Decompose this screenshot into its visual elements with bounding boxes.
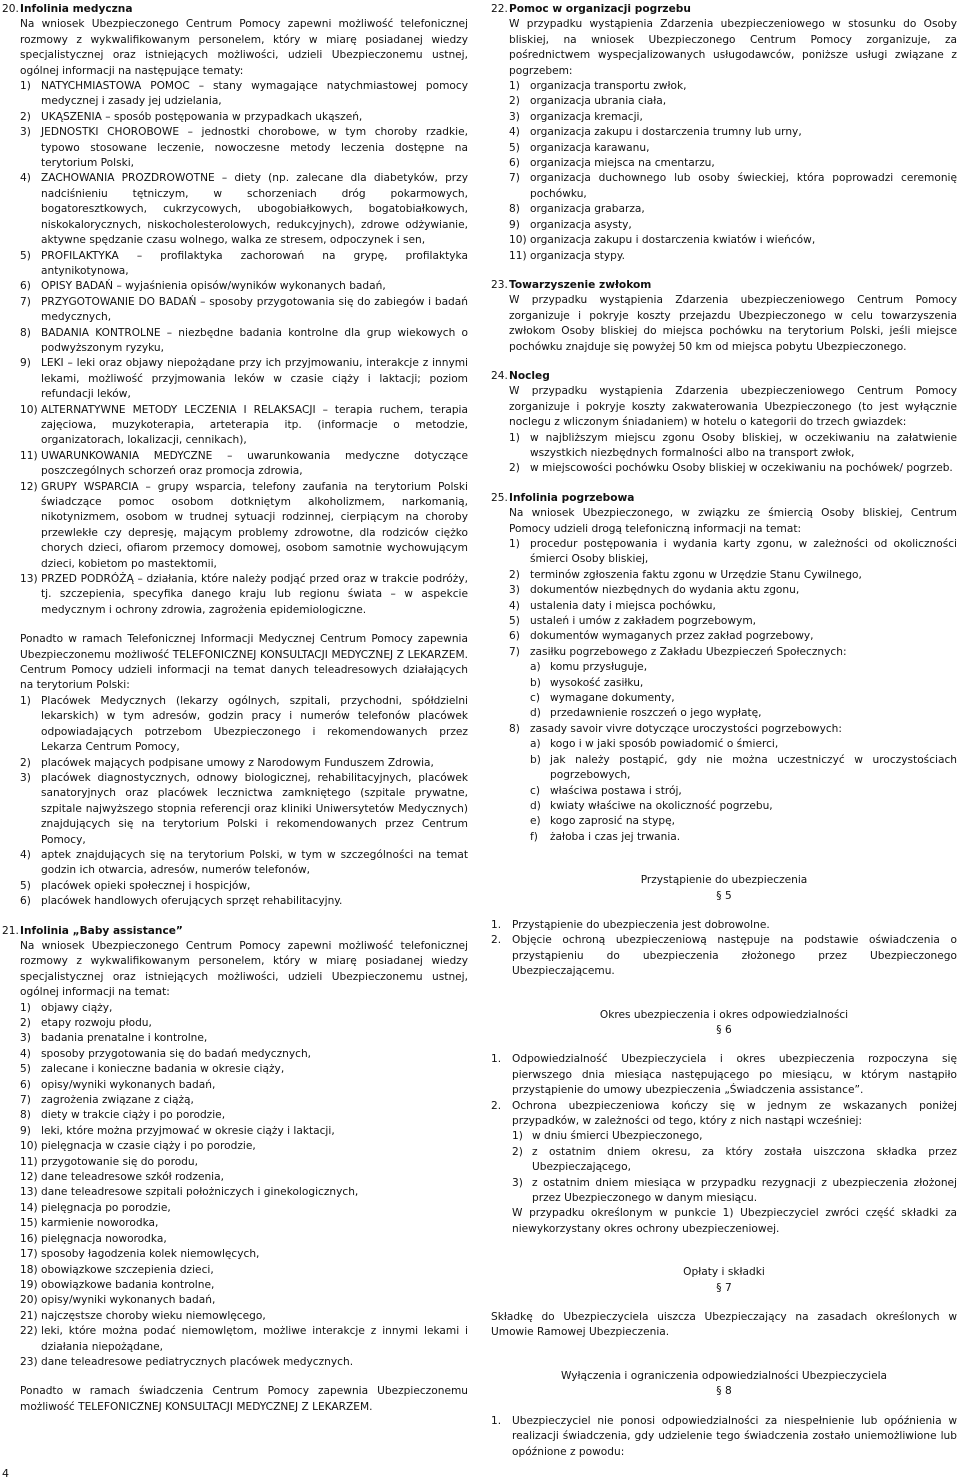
section-title: Infolinia „Baby assistance” <box>20 924 183 937</box>
list-item-number: 10) <box>509 234 527 247</box>
list-item-text: placówek opieki społecznej i hospicjów, <box>41 879 251 892</box>
list-item-text: z ostatnim dniem okresu, za który została uiszczona składka przez Ubezpieczającego, <box>532 1145 957 1174</box>
list-item-number: 11) <box>20 1155 38 1168</box>
list-item-text: JEDNOSTKI CHOROBOWE – jednostki chorobowe, w tym choroby rzadkie, typowo stosowane leczenie, nowoczesne metody leczenia dostępne na terytorium Polski, <box>41 126 468 170</box>
list-item-text: dane teleadresowe pediatrycznych placówek medycznych. <box>41 1355 354 1368</box>
list-item-text: procedur postępowania i wydania karty zgonu, w zależności od okoliczności śmierci Osoby bliskiej, <box>530 538 957 566</box>
list-item-number: 14) <box>20 1201 38 1214</box>
list-item-text: obowiązkowe szczepienia dzieci, <box>41 1263 214 1276</box>
list-item <box>20 1324 468 1355</box>
list-item-text: BADANIA KONTROLNE – niezbędne badania kontrolne dla grup wiekowych o podwyższonym ryzyku, <box>41 326 468 354</box>
clause-list <box>491 1414 957 1460</box>
list-item-number: c) <box>530 692 540 705</box>
list-item-number: 1) <box>20 694 31 707</box>
list-item <box>509 156 957 171</box>
paragraph-heading: Przystąpienie do ubezpieczenia <box>640 874 808 887</box>
service-list <box>509 79 957 264</box>
list-item-text: z ostatnim dniem miesiąca w przypadku rezygnacji z ubezpieczenia złożonej przez Ubezpieczonego w danym miesiącu. <box>532 1176 957 1205</box>
list-item <box>530 753 957 784</box>
list-item-text: dokumentów niezbędnych do wydania aktu zgonu, <box>530 584 800 597</box>
list-item-number: 1) <box>509 80 520 93</box>
list-item-number: 1) <box>20 1001 31 1014</box>
list-item-text: organizacja zakupu i dostarczenia kwiatów i wieńców, <box>530 234 816 247</box>
paragraph-sign: § 7 <box>716 1281 732 1294</box>
list-item <box>20 1062 468 1077</box>
list-item-text: Ochrona ubezpieczeniowa kończy się w jednym ze wskazanych poniżej przypadków, w zależności od tego, który z nich nastąpi wcześniej: <box>512 1099 957 1127</box>
list-item-text: zasiłku pogrzebowego z Zakładu Ubezpieczeń Społecznych: <box>530 645 847 658</box>
section-intro: W przypadku wystąpienia Zdarzenia ubezpieczeniowego w stosunku do Osoby bliskiej, na wniosek Ubezpieczonego Centrum Pomocy zorganizuje, za pośrednictwem wyspecjalizowanych usługodawców, poniższe usługi związane z pogrzebem: <box>509 18 957 77</box>
list-item-number: e) <box>530 815 541 828</box>
list-item-text: ALTERNATYWNE METODY LECZENIA I RELAKSACJI – terapia ruchem, terapia zajęciowa, muzykoterapia, arteterapia itp. (informacje o metodzie, organizatorach, lokalizacji, cennikach), <box>41 403 468 447</box>
list-item-text: przedawnienie roszczeń o jego wypłatę, <box>550 707 762 720</box>
list-item <box>509 614 957 629</box>
list-item-number: 9) <box>509 218 520 231</box>
list-item <box>509 233 957 248</box>
list-item-number: 7) <box>20 1094 31 1107</box>
list-item-number: 5) <box>509 615 520 628</box>
list-item-text: LEKI – leki oraz objawy niepożądane przy ich przyjmowaniu, interakcje z innymi lekami, możliwość przyjmowania leków w czasie ciąży i laktacji; poziom refundacji leków, <box>41 357 468 401</box>
list-item-text: dokumentów wymaganych przez zakład pogrzebowy, <box>530 630 814 643</box>
list-item-number: 3) <box>20 771 31 784</box>
list-item-number: f) <box>530 830 538 843</box>
list-item <box>20 572 468 618</box>
list-item-number: 11) <box>509 249 527 262</box>
list-item-number: 10) <box>20 1140 38 1153</box>
right-column <box>491 2 957 1460</box>
list-item <box>20 1155 468 1170</box>
list-item <box>509 599 957 614</box>
list-item-text: dane teleadresowe szpitali położniczych i ginekologicznych, <box>41 1186 359 1199</box>
list-item <box>512 1145 957 1176</box>
topic-list <box>20 1001 468 1371</box>
list-item <box>20 403 468 449</box>
list-item-text: PRZYGOTOWANIE DO BADAŃ – sposoby przygotowania się do zabiegów i badań medycznych, <box>41 295 468 324</box>
list-item-text: organizacja transportu zwłok, <box>530 80 687 93</box>
list-item <box>509 431 957 462</box>
section-title: Nocleg <box>509 369 550 382</box>
facility-list <box>20 694 468 910</box>
list-item-text: zalecane i konieczne badania w okresie ciąży, <box>41 1063 285 1076</box>
list-item-text: badania prenatalne i kontrolne, <box>41 1032 208 1045</box>
list-item-text: organizacja kremacji, <box>530 110 643 123</box>
list-item-text: terminów zgłoszenia faktu zgonu w Urzędzie Stanu Cywilnego, <box>530 568 862 581</box>
list-item-number: 2) <box>509 462 520 475</box>
list-item <box>20 1108 468 1123</box>
list-item <box>20 1016 468 1031</box>
list-item <box>20 110 468 125</box>
section-title: Infolinia medyczna <box>20 3 133 15</box>
list-item <box>509 110 957 125</box>
list-item-number: 2) <box>512 1145 523 1158</box>
list-item-number: 6) <box>20 1078 31 1091</box>
list-item <box>20 1093 468 1108</box>
list-item-number: 21) <box>20 1309 38 1322</box>
section-number: 24. <box>491 369 508 382</box>
section-intro: Na wniosek Ubezpieczonego, w związku ze śmiercią Osoby bliskiej, Centrum Pomocy udzieli drogą telefoniczną informacji na temat: <box>509 507 957 535</box>
list-item-text: pielęgnacja po porodzie, <box>41 1201 171 1214</box>
list-item <box>530 814 957 829</box>
left-column <box>2 2 468 1415</box>
list-item-text: organizacja zakupu i dostarczenia trumny lub urny, <box>530 126 802 139</box>
list-item-number: b) <box>530 676 541 689</box>
list-item-number: 5) <box>20 249 31 262</box>
list-item-number: a) <box>530 738 541 751</box>
paragraph-text: Składkę do Ubezpieczyciela uiszcza Ubezpieczający na zasadach określonych w Umowie Ramowej Ubezpieczenia. <box>491 1311 957 1339</box>
list-item <box>509 79 957 94</box>
list-item-text: PROFILAKTYKA – profilaktyka zachorowań na grypę, profilaktyka antynikotynowa, <box>41 249 468 277</box>
section-title: Pomoc w organizacji pogrzebu <box>509 3 691 15</box>
list-item <box>491 933 957 979</box>
list-item-number: 8) <box>509 722 520 735</box>
section-number: 22. <box>491 3 508 15</box>
list-item-text: ustalenia daty i miejsca pochówku, <box>530 599 716 612</box>
list-item-text: Ubezpieczyciel nie ponosi odpowiedzialności za niespełnienie lub opóźnienia w realizacji świadczenia, gdy udzielenie tego świadczenia zostało uniemożliwione lub opóźnione z powodu: <box>512 1414 957 1458</box>
list-item <box>512 1176 957 1207</box>
clause-list <box>491 1052 957 1237</box>
paragraph-heading: Wyłączenia i ograniczenia odpowiedzialności Ubezpieczyciela <box>560 1369 888 1382</box>
list-item <box>509 141 957 156</box>
list-item <box>530 660 957 675</box>
list-item <box>491 1052 957 1098</box>
list-item-number: 4) <box>20 1047 31 1060</box>
list-item <box>509 125 957 140</box>
list-item-number: 3) <box>20 1032 31 1045</box>
list-item <box>20 1185 468 1200</box>
list-item-text: organizacja karawanu, <box>530 141 650 154</box>
list-item <box>530 706 957 721</box>
list-item-text: obowiązkowe badania kontrolne, <box>41 1278 215 1291</box>
list-item-number: 2) <box>20 756 31 769</box>
list-item-number: 1. <box>491 918 502 931</box>
section-intro: Na wniosek Ubezpieczonego Centrum Pomocy zapewni możliwość telefonicznej rozmowy z wykwalifikowanym personelem, który w miarę posiadanej wiedzy specjalistycznej oraz istniejących możliwości, udzieli Ubezpieczonemu ustnej, ogólnej informacji na temat: <box>20 939 468 999</box>
list-item-number: 1) <box>20 80 31 93</box>
list-item-number: 23) <box>20 1355 38 1368</box>
list-item-number: 9) <box>20 357 31 370</box>
list-item-number: 8) <box>20 326 31 339</box>
section-number: 23. <box>491 278 508 291</box>
list-item-number: 3) <box>509 584 520 597</box>
list-item <box>20 480 468 572</box>
list-item <box>20 1047 468 1062</box>
list-item-text: Przystąpienie do ubezpieczenia jest dobrowolne. <box>512 918 770 931</box>
list-item-text: organizacja asysty, <box>530 218 632 231</box>
list-item-text: ZACHOWANIA PROZDROWOTNE – diety (np. zalecane dla diabetyków, przy nadciśnieniu tętniczym, w schorzeniach dróg pokarmowych, bogatoresztkowych, cukrzycowych, ubogobiałkowych, bogatobiałkowych, niskokalorycznych, niskocholesterolowych, redukcyjnych), zdrowe odżywianie, aktywne spędzanie czasu wolnego, walka ze stresem, odpoczynek i sen, <box>41 172 468 247</box>
list-item-text: organizacja duchownego lub osoby świeckiej, która poprowadzi ceremonię pochówku, <box>530 172 957 200</box>
list-item-number: 19) <box>20 1278 38 1291</box>
sub-list <box>512 1129 957 1206</box>
list-item <box>20 879 468 894</box>
list-item <box>509 249 957 264</box>
list-item-number: 22) <box>20 1325 38 1338</box>
list-item-text: pielęgnacja noworodka, <box>41 1232 167 1245</box>
list-item-number: 7) <box>20 295 31 308</box>
sub-list <box>530 737 957 845</box>
list-item-text: właściwa postawa i strój, <box>550 784 682 797</box>
list-item-text: ustaleń i umów z zakładem pogrzebowym, <box>530 615 757 628</box>
list-item-number: 11) <box>20 449 38 462</box>
list-item-text: OPISY BADAŃ – wyjaśnienia opisów/wyników wykonanych badań, <box>41 280 386 293</box>
list-item <box>20 1216 468 1231</box>
list-item-text: karmienie noworodka, <box>41 1217 159 1230</box>
list-item-text: UWARUNKOWANIA MEDYCZNE – uwarunkowania medyczne dotyczące poszczególnych schorzeń oraz promocja zdrowia, <box>41 449 468 478</box>
list-item-text: aptek znajdujących się na terytorium Polski, w tym w szczególności na temat godzin ich otwarcia, adresów, numerów telefonów, <box>41 848 468 877</box>
paragraph-heading: Okres ubezpieczenia i okres odpowiedzialności <box>599 1008 849 1021</box>
list-item-number: 2) <box>509 568 520 581</box>
list-item <box>20 279 468 294</box>
list-item-number: 4) <box>20 172 31 185</box>
list-item <box>509 171 957 202</box>
list-item-text: kogo i w jaki sposób powiadomić o śmierci, <box>550 738 779 751</box>
list-item <box>530 784 957 799</box>
list-item-number: 2) <box>20 110 31 123</box>
list-item-text: PRZED PODRÓŻĄ – działania, które należy podjąć przed oraz w trakcie podróży, tj. szczepienia, specyfika danego kraju lub regionu świata – w aspekcie medycznym i ochrony zdrowia, zagrożenia epidemiologiczne. <box>41 573 468 616</box>
list-item <box>20 1293 468 1308</box>
list-item <box>20 1001 468 1016</box>
list-item-number: 5) <box>509 141 520 154</box>
list-item <box>20 848 468 879</box>
list-item-number: 1) <box>509 538 520 550</box>
list-item-text: Placówek Medycznych (lekarzy ogólnych, szpitali, przychodni, spółdzielni lekarskich) w tym adresów, godzin pracy i numerów telefonów placówek odpowiadających potrzebom Ubezpieczonego i rekomendowanych przez Lekarza Centrum Pomocy, <box>41 694 468 754</box>
list-item-number: 4) <box>509 599 520 612</box>
list-item-text: żałoba i czas jej trwania. <box>550 830 681 843</box>
list-item <box>20 1309 468 1324</box>
list-item-text: wymagane dokumenty, <box>550 692 675 705</box>
list-item-text: placówek diagnostycznych, odnowy biologicznej, rehabilitacyjnych, placówek sanatoryjnych oraz placówek lecznictwa zamkniętego (szpitale prywatne, szpitale najwyższego stopnia referencji oraz kliniki Uniwersytetów Medycznych) znajdujących się na terytorium Polski i rekomendowanych przez Centrum Pomocy, <box>41 771 468 846</box>
section-23 <box>491 278 957 355</box>
page-number: 4 <box>2 1466 9 1480</box>
list-item <box>530 830 957 845</box>
list-item-text: w najbliższym miejscu zgonu Osoby bliskiej, w oczekiwaniu na załatwienie wszystkich niezbędnych formalności albo na transport zwłok, <box>530 431 957 459</box>
list-item-text: kogo zaprosić na stypę, <box>550 815 675 828</box>
list-item-number: 5) <box>20 879 31 892</box>
list-item <box>20 326 468 357</box>
list-item <box>491 918 957 933</box>
list-item-number: b) <box>530 753 541 766</box>
list-item-number: 1) <box>512 1130 523 1143</box>
list-item-text: organizacja ubrania ciała, <box>530 95 667 108</box>
list-item-text: objawy ciąży, <box>41 1001 113 1014</box>
list-item <box>20 1263 468 1278</box>
list-item-text: w miejscowości pochówku Osoby bliskiej w oczekiwaniu na pochówek/ pogrzeb. <box>530 462 953 475</box>
list-item <box>20 171 468 248</box>
list-item <box>20 295 468 326</box>
section-25 <box>491 491 957 845</box>
list-item <box>509 583 957 598</box>
list-item-text: leki, które można przyjmować w okresie ciąży i laktacji, <box>41 1124 335 1137</box>
list-item <box>509 722 957 845</box>
list-item-number: 13) <box>20 1186 38 1199</box>
list-item-text: zagrożenia związane z ciążą, <box>41 1094 194 1107</box>
list-item-text: opisy/wyniki wykonanych badań, <box>41 1078 216 1091</box>
list-item <box>20 1201 468 1216</box>
section-text: W przypadku wystąpienia Zdarzenia ubezpieczeniowego Centrum Pomocy zorganizuje i pokryje koszty przejazdu Ubezpieczonego w celu towarzyszenia zwłokom Osoby bliskiej do miejsca pochówku na terytorium Polski, jeśli miejsce pochówku znajduje się powyżej 50 km od miejsca pobytu Ubezpieczonego. <box>509 294 957 353</box>
section-paragraph: Ponadto w ramach Telefonicznej Informacji Medycznej Centrum Pomocy zapewnia Ubezpieczonemu możliwość TELEFONICZNEJ KONSULTACJI MEDYCZNEJ Z LEKARZEM. Centrum Pomocy udzieli informacji na temat danych teleadresowych działających na terytorium Polski: <box>20 633 468 692</box>
paragraph-sign: § 5 <box>716 889 732 902</box>
list-item <box>509 629 957 644</box>
list-item-number: 9) <box>20 1124 31 1137</box>
list-item <box>20 771 468 848</box>
section-20 <box>2 2 468 910</box>
list-item <box>20 1170 468 1185</box>
list-item-text: organizacja grabarza, <box>530 203 645 216</box>
list-item-text: placówek handlowych oferujących sprzęt rehabilitacyjny. <box>41 895 343 908</box>
section-number: 21. <box>2 924 19 937</box>
list-item-number: 6) <box>20 280 31 293</box>
list-item <box>20 1139 468 1154</box>
section-number: 20. <box>2 3 19 15</box>
list-item-number: d) <box>530 707 541 720</box>
list-item-number: a) <box>530 661 541 674</box>
list-item-number: 3) <box>20 126 31 139</box>
list-item-text: leki, które można podać niemowlętom, możliwe interakcje z innymi lekami i działania niepożądane, <box>41 1325 468 1353</box>
list-item <box>20 1124 468 1139</box>
list-item-number: 6) <box>509 630 520 643</box>
list-item <box>509 218 957 233</box>
list-item-number: 4) <box>20 848 31 861</box>
list-item-text: przygotowanie się do porodu, <box>41 1155 198 1168</box>
list-item <box>509 202 957 217</box>
paragraph-sign: § 8 <box>716 1385 732 1398</box>
list-item-number: 1. <box>491 1053 502 1066</box>
list-item <box>530 737 957 752</box>
list-item-text: NATYCHMIASTOWA POMOC – stany wymagające natychmiastowej pomocy medycznej i zasady jej udzielania, <box>41 80 468 108</box>
list-item-number: 12) <box>20 1171 38 1184</box>
section-number: 25. <box>491 491 508 504</box>
list-item-number: 2. <box>491 1099 502 1112</box>
list-item-text: sposoby łagodzenia kolek niemowlęcych, <box>41 1248 260 1261</box>
list-item-text: Objęcie ochroną ubezpieczeniową następuje na podstawie oświadczenia o przystąpieniu do ubezpieczenia złożonego przez Ubezpieczonego Ubezpieczającemu. <box>512 934 957 978</box>
lodging-list <box>509 431 957 477</box>
list-item-number: 4) <box>509 126 520 139</box>
list-item-number: 2) <box>20 1017 31 1029</box>
list-item <box>20 1247 468 1262</box>
section-21 <box>2 924 468 1416</box>
list-item <box>20 249 468 280</box>
list-item-text: UKĄSZENIA – sposób postępowania w przypadkach ukąszeń, <box>41 110 363 123</box>
section-title: Towarzyszenie zwłokom <box>509 278 652 291</box>
list-item <box>509 537 957 568</box>
list-item-number: 8) <box>509 203 520 216</box>
list-item-number: 17) <box>20 1248 38 1261</box>
list-item <box>20 449 468 480</box>
list-item-text: w dniu śmierci Ubezpieczonego, <box>532 1130 703 1143</box>
list-item-number: 13) <box>20 573 38 586</box>
section-title: Infolinia pogrzebowa <box>509 491 635 504</box>
list-item-text: sposoby przygotowania się do badań medycznych, <box>41 1047 312 1060</box>
list-item <box>20 125 468 171</box>
list-item-text: Odpowiedzialność Ubezpieczyciela i okres ubezpieczenia rozpoczyna się pierwszego dnia miesiąca następującego po miesiącu, w którym nastąpiło przystąpienie do umowy ubezpieczenia „Świadczenia assistance”. <box>512 1053 957 1097</box>
list-item <box>530 691 957 706</box>
list-item-text: jak należy postąpić, gdy nie można uczestniczyć w uroczystościach pogrzebowych, <box>550 753 957 782</box>
list-item <box>20 1355 468 1370</box>
list-item-text: organizacja miejsca na cmentarzu, <box>530 157 715 170</box>
list-item-number: 7) <box>509 172 520 185</box>
list-item <box>509 461 957 476</box>
list-item <box>20 1278 468 1293</box>
clause-list <box>491 918 957 980</box>
list-item-number: d) <box>530 799 541 812</box>
list-item <box>20 756 468 771</box>
list-item-text: kwiaty właściwe na okoliczność pogrzebu, <box>550 799 773 812</box>
list-item-text: dane teleadresowe szkół rodzenia, <box>41 1171 224 1184</box>
list-item <box>509 645 957 722</box>
list-item-text: wysokość zasiłku, <box>550 676 644 689</box>
paragraph-heading: Opłaty i składki <box>683 1266 765 1279</box>
list-item-number: 20) <box>20 1294 38 1307</box>
list-item <box>20 1078 468 1093</box>
list-item <box>512 1129 957 1144</box>
list-item <box>20 79 468 110</box>
list-item-text: pielęgnacja w czasie ciąży i po porodzie, <box>41 1140 256 1153</box>
list-item <box>491 1414 957 1460</box>
list-item-number: 7) <box>509 645 520 658</box>
list-item-number: 12) <box>20 480 38 493</box>
list-item-number: 2. <box>491 934 502 947</box>
paragraph-sign: § 6 <box>716 1023 732 1036</box>
section-22 <box>491 2 957 264</box>
list-item-text: najczęstsze choroby wieku niemowlęcego, <box>41 1309 266 1322</box>
info-list <box>509 537 957 845</box>
list-item <box>20 694 468 756</box>
section-intro: W przypadku wystąpienia Zdarzenia ubezpieczeniowego Centrum Pomocy zorganizuje i pokryje koszty zakwaterowania Ubezpieczonego (to jest wyłącznie noclegu z wliczonym śniadaniem) w hotelu o kategorii do trzech gwiazdek: <box>509 385 957 429</box>
list-item <box>20 1031 468 1046</box>
list-item <box>20 894 468 909</box>
list-item <box>530 799 957 814</box>
list-item-text: opisy/wyniki wykonanych badań, <box>41 1294 216 1307</box>
list-item-text: etapy rozwoju płodu, <box>41 1017 152 1029</box>
list-item <box>530 676 957 691</box>
sub-list <box>530 660 957 722</box>
list-item-number: 15) <box>20 1217 38 1230</box>
list-item-number: 5) <box>20 1063 31 1076</box>
list-item <box>491 1099 957 1238</box>
list-item <box>509 568 957 583</box>
list-item <box>20 1232 468 1247</box>
list-item-number: 16) <box>20 1232 38 1245</box>
list-item-number: 2) <box>509 95 520 108</box>
section-intro: Na wniosek Ubezpieczonego Centrum Pomocy zapewni możliwość telefonicznej rozmowy z wykwalifikowanym personelem, który w miarę posiadanej wiedzy specjalistycznej oraz istniejących możliwości, udzieli Ubezpieczonemu ustnej, ogólnej informacji na następujące tematy: <box>20 18 468 77</box>
list-item-text: organizacja stypy. <box>530 249 625 262</box>
list-item-text: zasady savoir vivre dotyczące uroczystości pogrzebowych: <box>530 722 842 735</box>
topic-list <box>20 79 468 618</box>
list-item-number: 1. <box>491 1414 502 1427</box>
list-item-text: diety w trakcie ciąży i po porodzie, <box>41 1109 226 1122</box>
list-item-number: 6) <box>509 157 520 170</box>
list-item-number: 10) <box>20 403 38 416</box>
section-24 <box>491 369 957 477</box>
list-item-number: 8) <box>20 1109 31 1122</box>
list-item-number: 1) <box>509 431 520 444</box>
list-item-text: GRUPY WSPARCIA – grupy wsparcia, telefony zaufania na terytorium Polski świadczące pomoc osobom dotkniętym alkoholizmem, narkomanią, nikotynizmem, osobom w trudnej sytuacji rodzinnej, cierpiącym na choroby przewlekłe czy depresję, mającym problemy zdrowotne, dla rodziców ciężko chorych dzieci, ofiarom przemocy domowej, osobom samotnie wychowującym dzieci, kobietom po mastektomii, <box>41 480 468 570</box>
list-item-number: 6) <box>20 895 31 908</box>
list-item-number: 18) <box>20 1263 38 1276</box>
section-paragraph: Ponadto w ramach świadczenia Centrum Pomocy zapewnia Ubezpieczonemu możliwość TELEFONICZNEJ KONSULTACJI MEDYCZNEJ Z LEKARZEM. <box>20 1385 468 1413</box>
list-item-number: 3) <box>512 1176 523 1189</box>
list-item-note: W przypadku określonym w punkcie 1) Ubezpieczyciel zwróci część składki za niewykorzystany okres ochrony ubezpieczeniowej. <box>512 1207 957 1235</box>
list-item <box>509 94 957 109</box>
list-item-text: komu przysługuje, <box>550 661 648 674</box>
list-item-number: 3) <box>509 110 520 123</box>
list-item-text: placówek mających podpisane umowy z Narodowym Funduszem Zdrowia, <box>41 756 434 769</box>
list-item <box>20 356 468 402</box>
list-item-number: c) <box>530 784 540 797</box>
